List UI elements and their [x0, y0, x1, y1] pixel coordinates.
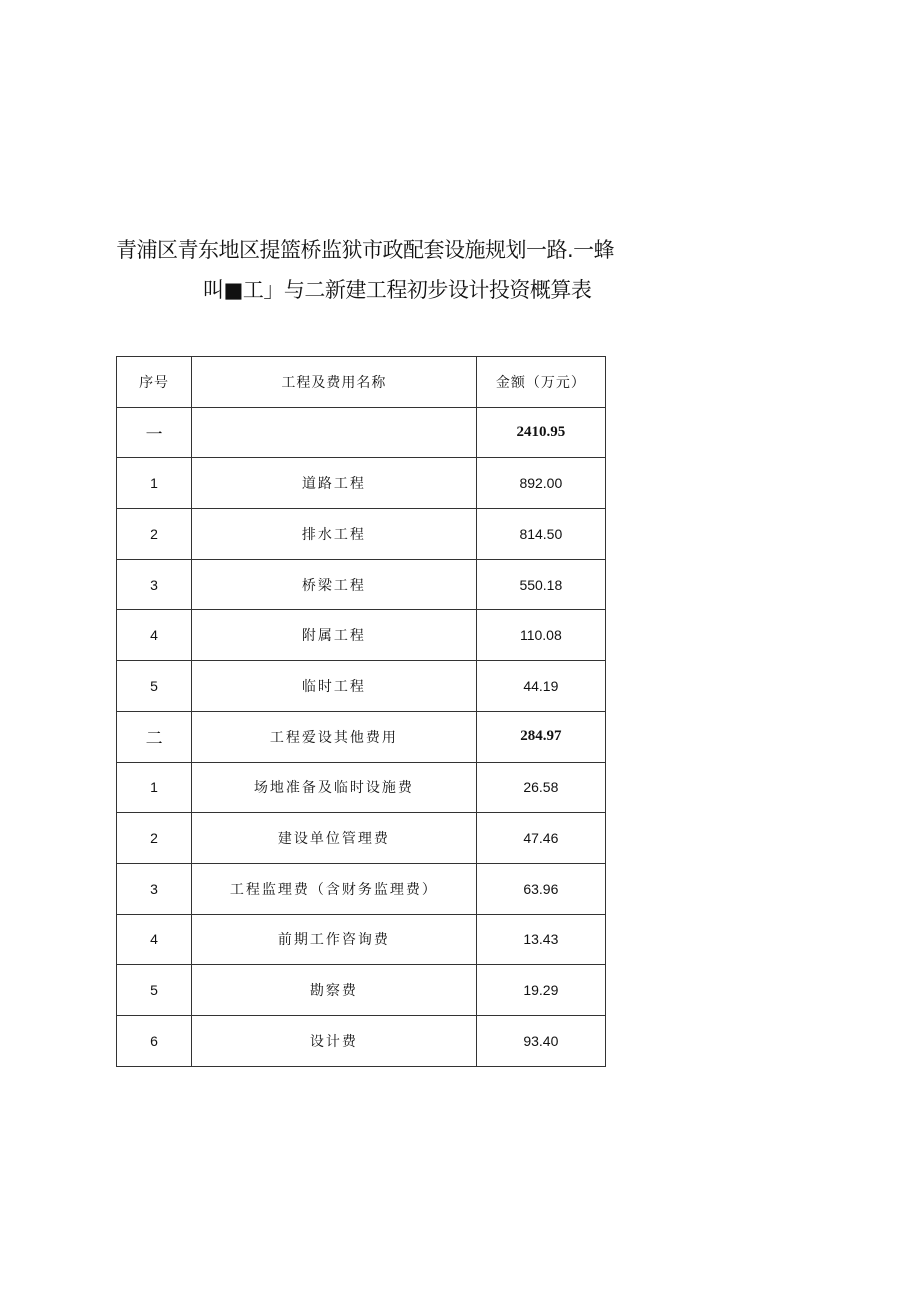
table-row — [117, 863, 606, 914]
row-amount: 892.00 — [476, 458, 605, 509]
row-index: 4 — [117, 914, 192, 965]
row-amount: 93.40 — [476, 1015, 605, 1066]
row-item-name: 工程监理费（含财务监理费） — [192, 863, 477, 914]
table-row — [117, 559, 606, 610]
row-item-name: 道路工程 — [192, 458, 477, 509]
row-item-name: 排水工程 — [192, 509, 477, 560]
row-item-name: 设计费 — [192, 1015, 477, 1066]
row-amount: 13.43 — [476, 914, 605, 965]
row-index: 4 — [117, 610, 192, 661]
row-item-name: 建设单位管理费 — [192, 813, 477, 864]
row-index: 一 — [117, 407, 192, 458]
row-index: 6 — [117, 1015, 192, 1066]
row-amount: 63.96 — [476, 863, 605, 914]
table-row — [117, 661, 606, 712]
row-index: 1 — [117, 458, 192, 509]
table-row — [117, 965, 606, 1016]
header-item-name: 工程及费用名称 — [192, 357, 477, 408]
table-row — [117, 610, 606, 661]
table-row — [117, 509, 606, 560]
row-amount: 19.29 — [476, 965, 605, 1016]
row-index: 1 — [117, 762, 192, 813]
budget-table — [116, 356, 606, 1067]
header-index: 序号 — [117, 357, 192, 408]
row-amount: 284.97 — [476, 711, 605, 762]
table-row — [117, 914, 606, 965]
header-amount: 金额（万元） — [476, 357, 605, 408]
document-title-line-2: 叫■工」与二新建工程初步设计投资概算表 — [203, 278, 592, 302]
table-row — [117, 813, 606, 864]
row-amount: 26.58 — [476, 762, 605, 813]
row-item-name: 勘察费 — [192, 965, 477, 1016]
table-header-row — [117, 357, 606, 408]
row-item-name: 前期工作咨询费 — [192, 914, 477, 965]
row-index: 3 — [117, 559, 192, 610]
row-index: 5 — [117, 661, 192, 712]
section-row — [117, 711, 606, 762]
row-amount: 110.08 — [476, 610, 605, 661]
row-amount: 550.18 — [476, 559, 605, 610]
row-item-name: 桥梁工程 — [192, 559, 477, 610]
table-row — [117, 1015, 606, 1066]
table-row — [117, 762, 606, 813]
row-item-name: 场地准备及临时设施费 — [192, 762, 477, 813]
row-index: 3 — [117, 863, 192, 914]
row-item-name: 附属工程 — [192, 610, 477, 661]
row-amount: 47.46 — [476, 813, 605, 864]
row-item-name — [192, 407, 477, 458]
row-index: 2 — [117, 813, 192, 864]
row-amount: 2410.95 — [476, 407, 605, 458]
section-row — [117, 407, 606, 458]
row-item-name: 工程爱设其他费用 — [192, 711, 477, 762]
row-item-name: 临时工程 — [192, 661, 477, 712]
row-index: 二 — [117, 711, 192, 762]
row-index: 5 — [117, 965, 192, 1016]
row-index: 2 — [117, 509, 192, 560]
row-amount: 814.50 — [476, 509, 605, 560]
document-title-line-1: 青浦区青东地区提篮桥监狱市政配套设施规划一路.一蜂 — [116, 238, 615, 262]
row-amount: 44.19 — [476, 661, 605, 712]
table-row — [117, 458, 606, 509]
